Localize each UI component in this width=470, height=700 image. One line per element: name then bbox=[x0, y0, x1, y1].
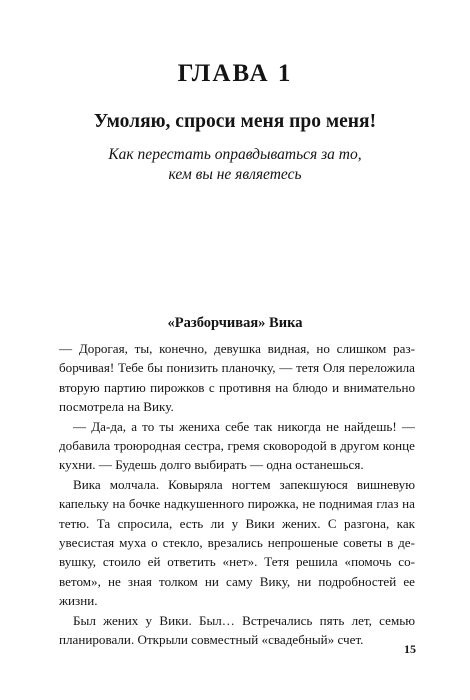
page-number: 15 bbox=[404, 642, 416, 656]
chapter-subtitle-line: Как перестать оправдываться за то, bbox=[108, 146, 362, 163]
chapter-subtitle bbox=[60, 145, 410, 185]
chapter-label: ГЛАВА 1 bbox=[177, 60, 293, 87]
chapter-subtitle-line: кем вы не являетесь bbox=[168, 166, 302, 183]
paragraph: Вика молчала. Ковыряла ногтем запекшуюся вишневую капельку на бочке надкушенного пирожка, не поднимая глаз на тетю. Та спросила, есть ли у Вики жених. С разгона, как увесистая муха о стекло, врезались непрошеные советы в девушку, стоило ей ответить «нет». Тетя решила «помочь советом», не зная толком ни саму Вику, ни подробностей ее жизни. bbox=[59, 476, 415, 609]
paragraph: — Дорогая, ты, конечно, девушка видная, но слишком разборчивая! Тебе бы понизить планочку, — тетя Оля переложила вторую партию пирожков с противня на блюдо и внимательно посмотрела на Вику. bbox=[59, 341, 415, 415]
paragraph: Был жених у Вики. Был… Встречались пять лет, семью планировали. Открыли совместный «свадебный» счет. bbox=[59, 612, 415, 648]
chapter-title: Умоляю, спроси меня про меня! bbox=[93, 111, 377, 132]
section-heading: «Разборчивая» Вика bbox=[167, 315, 303, 331]
body-text bbox=[59, 339, 415, 650]
paragraph: — Да-да, а то ты жениха себе так никогда не найдешь! — добавила троюродная сестра, гремя сковородой в другом конце кухни. — Будешь долго выбирать — одна останешься. bbox=[59, 418, 415, 473]
